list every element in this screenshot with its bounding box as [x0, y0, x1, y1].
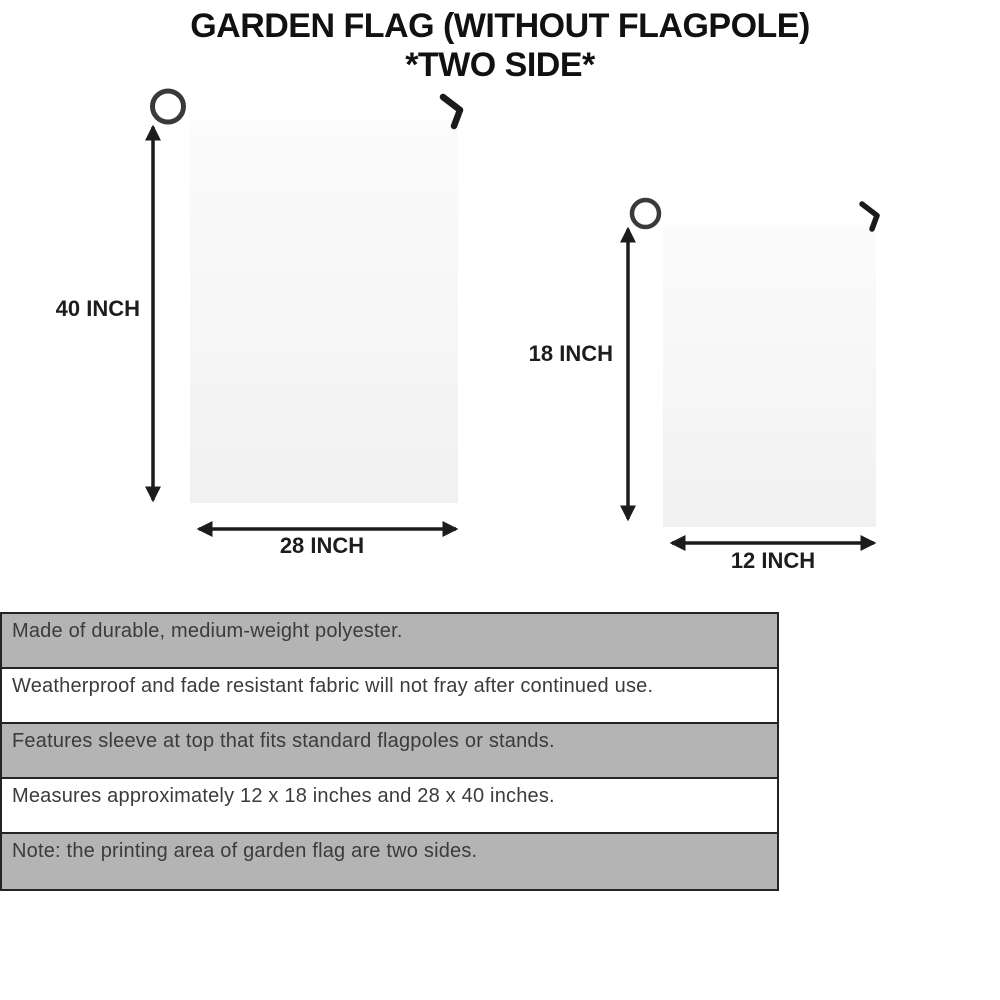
small-flagpole-loop-icon	[632, 200, 659, 227]
large-flag-height-label: 40 INCH	[55, 296, 140, 321]
large-flagpole-loop-icon	[153, 91, 184, 122]
title-line-1: GARDEN FLAG (WITHOUT FLAGPOLE)	[190, 7, 810, 45]
feature-row-material: Made of durable, medium-weight polyester.	[2, 614, 777, 669]
feature-row-measures: Measures approximately 12 x 18 inches and 28 x 40 inches.	[2, 779, 777, 834]
feature-row-note: Note: the printing area of garden flag are two sides.	[2, 834, 777, 889]
feature-row-sleeve: Features sleeve at top that fits standard flagpoles or stands.	[2, 724, 777, 779]
large-flag-assembly	[153, 91, 461, 603]
feature-table	[0, 612, 779, 891]
small-flag-height-label: 18 INCH	[528, 341, 613, 366]
small-flag-width-label: 12 INCH	[730, 548, 816, 573]
feature-row-weatherproof: Weatherproof and fade resistant fabric will not fray after continued use.	[2, 669, 777, 724]
small-flag-fabric	[663, 225, 876, 527]
large-flag-width-label: 28 INCH	[279, 533, 365, 558]
small-flag-assembly	[628, 200, 877, 607]
title-line-2: *TWO SIDE*	[405, 46, 595, 84]
large-flag-fabric	[190, 120, 458, 503]
